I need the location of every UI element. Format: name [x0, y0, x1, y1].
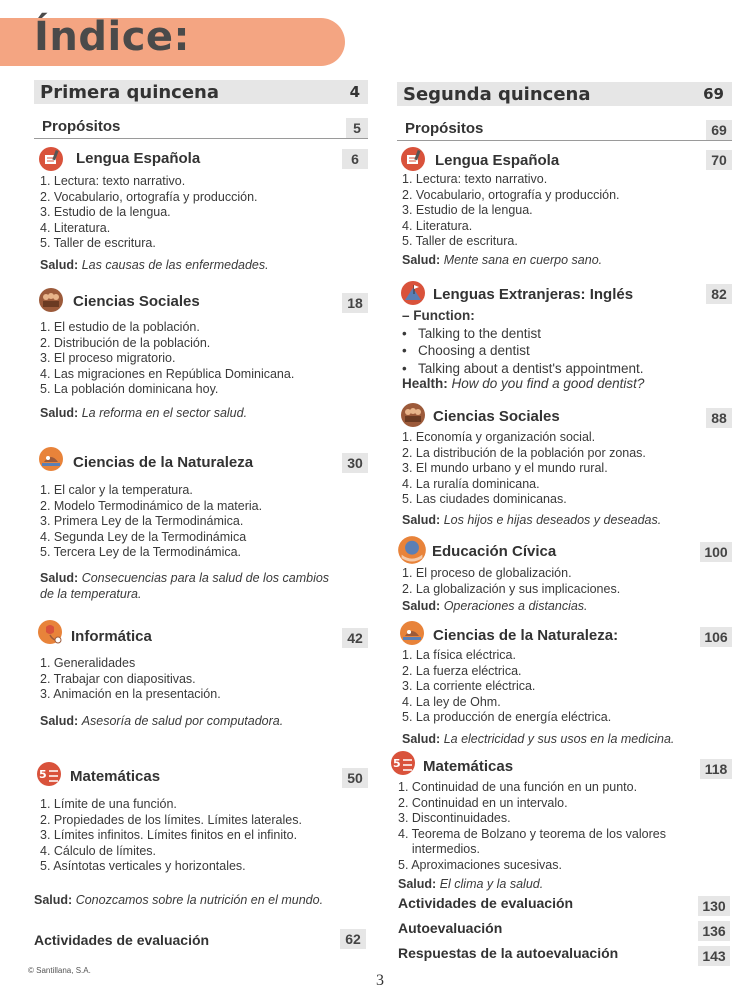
- hands-globe-icon: [397, 535, 427, 565]
- flag-climber-icon: [400, 280, 426, 306]
- list-item: 4. Literatura.: [40, 220, 111, 235]
- page-lengua-right: 70: [706, 150, 732, 170]
- list-item: 4. Literatura.: [402, 218, 473, 233]
- salud-naturaleza-right: Salud: La electricidad y sus usos en la medicina.: [402, 732, 675, 746]
- math-symbols-icon: [36, 761, 62, 787]
- page-civica-right: 100: [700, 542, 732, 562]
- subject-ingles-right[interactable]: Lenguas Extranjeras: Inglés: [433, 286, 634, 303]
- list-item: • Talking to the dentist: [402, 325, 542, 341]
- subject-informatica-left[interactable]: Informática: [71, 628, 152, 645]
- subject-matematicas-right[interactable]: Matemáticas: [423, 758, 514, 775]
- list-item: 2. La distribución de la población por zonas.: [402, 445, 646, 460]
- list-item: intermedios.: [398, 842, 480, 856]
- lengua-right-items: [402, 172, 620, 250]
- propositos-row-right[interactable]: [397, 120, 732, 141]
- list-item: 3. Estudio de la lengua.: [402, 203, 533, 217]
- list-item: 1. Economía y organización social.: [402, 430, 596, 444]
- page-autoevaluacion-right: 136: [698, 921, 730, 941]
- respuestas-right[interactable]: Respuestas de la autoevaluación: [398, 945, 619, 961]
- salud-sociales-left: Salud: La reforma en el sector salud.: [40, 406, 248, 420]
- list-item: 4. Teorema de Bolzano y teorema de los valores: [398, 826, 666, 841]
- list-item: • Choosing a dentist: [402, 343, 530, 358]
- heading-label: Primera quincena: [40, 82, 220, 103]
- list-item: 5. Asíntotas verticales y horizontales.: [40, 859, 246, 873]
- subject-naturaleza-left[interactable]: Ciencias de la Naturaleza: [73, 454, 254, 471]
- page-actividades-left: 62: [340, 929, 366, 949]
- subject-matematicas-left[interactable]: Matemáticas: [70, 768, 161, 785]
- salud-lengua-left: Salud: Las causas de las enfermedades.: [40, 258, 269, 272]
- page-ingles-right: 82: [706, 284, 732, 304]
- list-item: 1. El proceso de globalización.: [402, 566, 572, 580]
- list-item: 3. El proceso migratorio.: [40, 351, 176, 365]
- list-item: 3. La corriente eléctrica.: [402, 679, 536, 693]
- lengua-left-items: [40, 174, 258, 252]
- subject-lengua-right[interactable]: Lengua Española: [435, 152, 560, 169]
- actividades-left[interactable]: Actividades de evaluación: [34, 932, 210, 948]
- list-item: 2. Trabajar con diapositivas.: [40, 671, 196, 686]
- heading-page: 4: [349, 83, 360, 101]
- list-item: 2. Propiedades de los límites. Límites laterales.: [40, 812, 302, 827]
- list-item: 1. La física eléctrica.: [402, 648, 516, 662]
- page-matematicas-right: 118: [700, 759, 732, 779]
- list-item: • Talking about a dentist's appointment.: [402, 360, 644, 376]
- list-item: 1. Generalidades: [40, 656, 136, 670]
- flask-nature-icon: [38, 446, 64, 472]
- list-item: 3. Límites infinitos. Límites finitos en el infinito.: [40, 828, 298, 842]
- list-item: 3. Primera Ley de la Termodinámica.: [40, 514, 244, 528]
- list-item: 4. La ley de Ohm.: [402, 694, 501, 709]
- list-item: 5. La población dominicana hoy.: [40, 382, 219, 396]
- page-matematicas-left: 50: [342, 768, 368, 788]
- actividades-right[interactable]: Actividades de evaluación: [398, 895, 574, 911]
- page-actividades-right: 130: [698, 896, 730, 916]
- propositos-label: Propósitos: [42, 118, 121, 135]
- flask-nature-icon: [399, 620, 425, 646]
- list-item: 1. Lectura: texto narrativo.: [402, 172, 548, 186]
- subject-civica-right[interactable]: Educación Cívica: [432, 543, 557, 560]
- heading-page: 69: [703, 85, 724, 103]
- matematicas-right-items: [398, 780, 666, 873]
- page-lengua-left: 6: [342, 149, 368, 169]
- subject-naturaleza-right[interactable]: Ciencias de la Naturaleza:: [433, 627, 619, 644]
- propositos-page-left: 5: [346, 118, 368, 138]
- propositos-label: Propósitos: [405, 120, 484, 137]
- list-item: 1. El calor y la temperatura.: [40, 483, 193, 497]
- page-sociales-right: 88: [706, 408, 732, 428]
- list-item: 2. La globalización y sus implicaciones.: [402, 581, 621, 596]
- salud-matematicas-right: Salud: El clima y la salud.: [398, 877, 544, 891]
- list-item: 3. Discontinuidades.: [398, 811, 511, 825]
- people-group-icon: [400, 402, 426, 428]
- propositos-row-left[interactable]: [34, 118, 368, 139]
- subject-lengua-left[interactable]: Lengua Española: [76, 150, 201, 167]
- health-ingles-right: Health: How do you find a good dentist?: [402, 376, 645, 391]
- page-sociales-left: 18: [342, 293, 368, 313]
- book-pen-icon: [38, 146, 64, 172]
- list-item: 1. Límite de una función.: [40, 797, 177, 811]
- naturaleza-left-items: [40, 483, 262, 561]
- segunda-quincena-heading: [397, 82, 732, 106]
- page-informatica-left: 42: [342, 628, 368, 648]
- autoevaluacion-right[interactable]: Autoevaluación: [398, 920, 503, 936]
- list-item: 2. Continuidad en un intervalo.: [398, 795, 568, 810]
- svg-text:5: 5: [39, 768, 47, 781]
- list-item: 1. El estudio de la población.: [40, 320, 200, 334]
- sociales-left-items: [40, 320, 294, 398]
- list-item: 5. La producción de energía eléctrica.: [402, 710, 612, 724]
- list-item: 2. Distribución de la población.: [40, 335, 211, 350]
- list-item: 2. Vocabulario, ortografía y producción.: [402, 187, 620, 202]
- heading-label: Segunda quincena: [403, 84, 591, 105]
- list-item: 3. El mundo urbano y el mundo rural.: [402, 461, 608, 475]
- list-item: 4. Segunda Ley de la Termodinámica: [40, 529, 247, 544]
- salud-civica-right: Salud: Operaciones a distancias.: [402, 599, 588, 613]
- salud-lengua-right: Salud: Mente sana en cuerpo sano.: [402, 253, 603, 267]
- propositos-page-right: 69: [706, 120, 732, 140]
- list-item: 5. Las ciudades dominicanas.: [402, 492, 567, 506]
- list-item: 4. La ruralía dominicana.: [402, 476, 540, 491]
- people-group-icon: [38, 287, 64, 313]
- page-naturaleza-left: 30: [342, 453, 368, 473]
- page-title: Índice:: [34, 14, 191, 60]
- primera-quincena-heading: [34, 80, 368, 104]
- page-naturaleza-right: 106: [700, 627, 732, 647]
- function-label: – Function:: [402, 308, 475, 323]
- salud-naturaleza-left: Salud: Consecuencias para la salud de los cambios de la temperatura.: [40, 571, 330, 601]
- computer-mouse-icon: [37, 619, 63, 645]
- list-item: 2. Vocabulario, ortografía y producción.: [40, 189, 258, 204]
- list-item: 2. Modelo Termodinámico de la materia.: [40, 498, 263, 513]
- page-number: 3: [376, 972, 384, 989]
- list-item: 5. Taller de escritura.: [402, 234, 518, 248]
- salud-matematicas-left: Salud: Conozcamos sobre la nutrición en el mundo.: [34, 893, 324, 907]
- list-item: 5. Taller de escritura.: [40, 236, 156, 250]
- list-item: 5. Tercera Ley de la Termodinámica.: [40, 545, 242, 559]
- book-pen-icon: [400, 146, 426, 172]
- list-item: 3. Estudio de la lengua.: [40, 205, 171, 219]
- ingles-right-items: [402, 307, 643, 377]
- subject-sociales-left[interactable]: Ciencias Sociales: [73, 293, 200, 310]
- list-item: 3. Animación en la presentación.: [40, 687, 221, 701]
- copyright-footer: © Santillana, S.A.: [28, 966, 91, 975]
- matematicas-left-items: [40, 797, 302, 875]
- page-respuestas-right: 143: [698, 946, 730, 966]
- list-item: 4. Las migraciones en República Dominicana.: [40, 366, 295, 381]
- salud-informatica-left: Salud: Asesoría de salud por computadora.: [40, 714, 284, 728]
- naturaleza-right-items: [402, 648, 611, 726]
- sociales-right-items: [402, 430, 646, 508]
- list-item: 5. Aproximaciones sucesivas.: [398, 857, 562, 872]
- list-item: 1. Continuidad de una función en un punto.: [398, 780, 638, 794]
- informatica-left-items: [40, 656, 221, 703]
- list-item: 2. La fuerza eléctrica.: [402, 663, 522, 678]
- list-item: 4. Cálculo de límites.: [40, 843, 157, 858]
- subject-sociales-right[interactable]: Ciencias Sociales: [433, 408, 560, 425]
- svg-text:5: 5: [393, 757, 401, 770]
- salud-sociales-right: Salud: Los hijos e hijas deseados y deseadas.: [402, 513, 662, 527]
- civica-right-items: [402, 566, 620, 597]
- math-symbols-icon: [390, 750, 416, 776]
- list-item: 1. Lectura: texto narrativo.: [40, 174, 186, 188]
